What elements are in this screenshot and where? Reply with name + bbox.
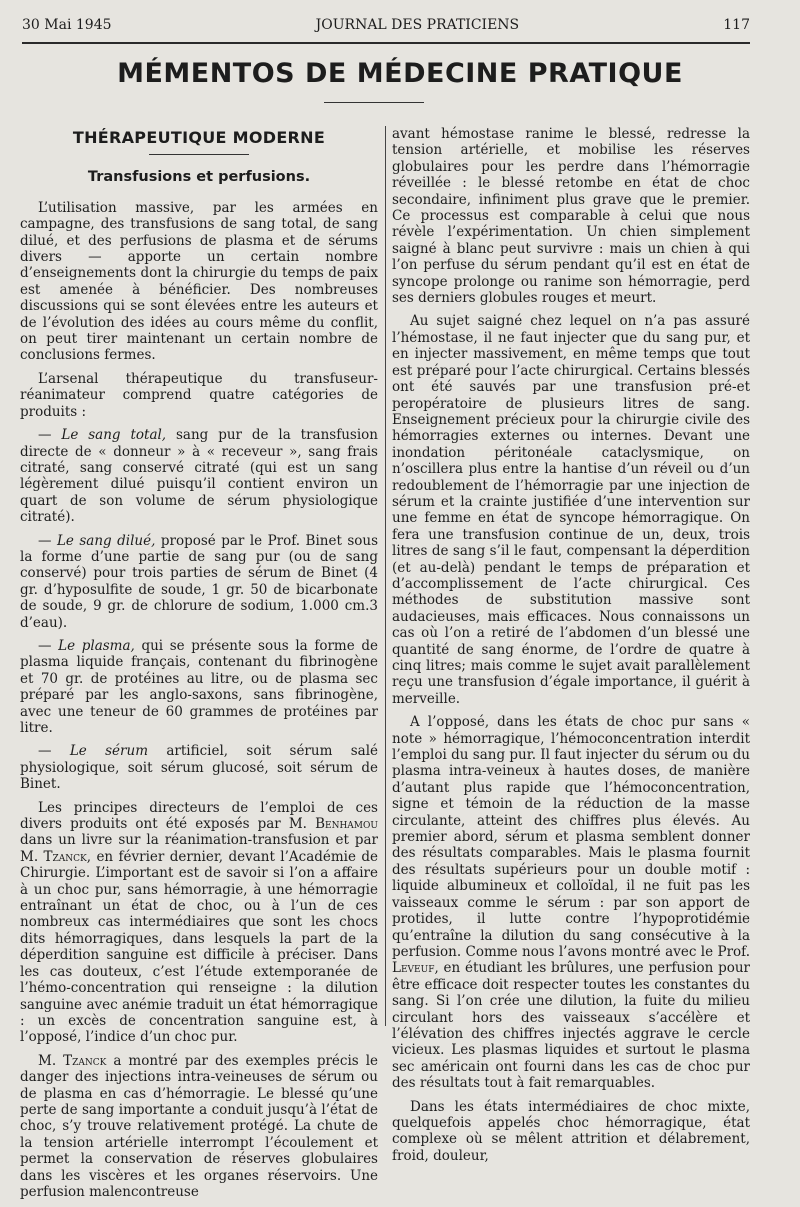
section-divider (149, 154, 249, 155)
term: Le sang dilué, (56, 532, 156, 549)
list-item-sang-dilue: — Le sang dilué, proposé par le Prof. Binet sous la forme d’une partie de sang pur (ou de sang conservé) pour trois parties de sérum de Binet (4 gr. d’hyposulfite de soude, 1 gr. 50 de bicarbonate de soude, 9 gr. de chlorure de sodium, 1.000 cm.3 d’eau). (20, 532, 379, 631)
paragraph: Dans les états intermédiaires de choc mixte, quelquefois appelés choc hémorragique, état complexe où se mêlent attrition et délabrement, froid, douleur, (392, 1098, 750, 1164)
page-number: 117 (723, 17, 750, 33)
author-name: Benhamou (315, 816, 378, 833)
running-header (22, 17, 750, 44)
section-title: THÉRAPEUTIQUE MODERNE (72, 128, 326, 147)
right-column (392, 126, 750, 1171)
paragraph: avant hémostase ranime le blessé, redresse la tension artérielle, et mobilise les réserves globulaires pour les perdre dans l’hémorragie réveillée : le blessé retombe en état de choc secondaire, infiniment plus grave que le premier. Ce processus est comparable à celui que nous révèle l’expérimentation. Un chien simplement saigné à blanc peut survivre : mais un chien à qui l’on perfuse du sérum pendant qu’il est en état de syncope prolonge ou ranime son hémorragie, perd ses derniers globules rouges et meurt. (392, 126, 750, 307)
term: Le plasma, (58, 637, 135, 654)
title-divider (324, 102, 424, 103)
paragraph (20, 800, 378, 1046)
paragraph (392, 714, 750, 1091)
text: , en février dernier, devant l’Académie de Chirurgie. L’important est de savoir si l’on a affaire à un choc pur, sans hémorragie, à une hémorragie entraînant un état de choc, ou à l’un de ces nombreux cas intermédiaires que sont les chocs dits hémorragiques, dans lesquels la part de la déperdition sanguine est difficile à préciser. Dans les cas douteux, c’est l’étude extemporanée de l’hémo-concentration qui renseigne : la dilution sanguine avec anémie traduit un état hémorragique : un excès de concentration sanguine est, à l’opposé, l’indice d’un choc pur. (20, 848, 379, 1046)
author-name: Leveuf (392, 960, 435, 977)
list-item-sang-total: — Le sang total, sang pur de la transfusion directe de « donneur » à « receveur », sang frais citraté, sang conservé citraté (qui est un sang légèrement dilué puisqu’il contient environ un quart de son volume de sérum physiologique citraté). (20, 427, 378, 526)
column-divider (385, 126, 386, 1026)
text: a montré par des exemples précis le danger des injections intra-veineuses de sérum ou de plasma en cas d’hémorragie. Le blessé qu’une perte de sang importante a conduit jusqu’à l’état de choc, s’y trouve relativement protégé. La chute de la tension artérielle interrompt l’écoulement et permet la conservation de réserves globulaires dans les viscères et les organes réservoirs. Une perfusion malencontreuse (20, 1052, 379, 1200)
text: , en étudiant les brûlures, une perfusion pour être efficace doit respecter toutes les constantes du sang. Si l’on crée une dilution, la fuite du milieu circulant hors des vaisseaux s’accélère et l’élévation des chiffres injectés aggrave le cercle vicieux. Les plasmas liquides et surtout le plasma sec américain ont fourni dans les cas de choc pur des résultats tout à fait remarquables. (392, 960, 750, 1092)
text: dans un livre sur la réanimation-transfusion et par M. (20, 832, 378, 865)
list-item-serum: — Le sérum artificiel, soit sérum salé physiologique, soit sérum glucosé, soit sérum de Binet. (20, 743, 378, 793)
paragraph: M. Tzanck a montré par des exemples précis le danger des injections intra-veineuses de sérum ou de plasma en cas d’hémorragie. Le blessé qu’une perte de sang importante a conduit jusqu’à l’état de choc, s’y trouve relativement protégé. La chute de la tension artérielle interrompt l’écoulement et permet la conservation de réserves globulaires dans les viscères et les organes réservoirs. Une perfusion malencontreuse (20, 1052, 379, 1200)
term: Le sang total, (61, 427, 167, 444)
paragraph: Au sujet saigné chez lequel on n’a pas assuré l’hémostase, il ne faut injecter que du sang pur, et en injecter massivement, en même temps que tout est préparé pour l’acte chirurgical. Certains blessés ont été sauvés par une transfusion pré-et peropératoire de plusieurs litres de sang. Enseignement précieux pour la chirurgie civile des hémorragies externes ou internes. Devant une inondation péritonéale cataclysmique, on n’oscillera plus entre la hantise d’un réveil ou d’un redoublement de l’hémorragie par une injection de sérum et la crainte justifiée d’une intervention sur une femme en état de syncope hémorragique. On fera une transfusion continue de un, deux, trois litres de sang s’il le faut, compensant la déperdition (et au-delà) pendant le temps de préparation et d’accomplissement de l’acte chirurgical. Ces méthodes de substitution massive sont audacieuses, mais efficaces. Nous connaissons un cas où l’on a retiré de l’abdomen d’un blessé une quantité de sang énorme, de l’ordre de quatre à cinq litres; mais comme le sujet avait parallèlement reçu une transfusion d’égale importance, il guérit à merveille. (392, 313, 750, 707)
term: Le sérum (69, 743, 148, 760)
item-text: proposé par le Prof. Binet sous la forme d’une partie de sang pur (ou de sang conservé) pour trois parties de sérum de Binet (4 gr. d’hyposulfite de soude, 1 gr. 50 de bicarbonate de soude, 9 gr. de chlorure de sodium, 1.000 cm.3 d’eau). (20, 532, 379, 631)
journal-name: JOURNAL DES PRATICIENS (315, 17, 520, 33)
paragraph: L’utilisation massive, par les armées en campagne, des transfusions de sang total, de sang dilué, et des perfusions de plasma et de sérums divers — apporte un certain nombre d’enseignements dont la chirurgie du temps de paix est amenée à bénéficier. Des nombreuses discussions qui se sont élevées entre les auteurs et de l’évolution des idées au cours même du conflit, on peut tirer maintenant un certain nombre de conclusions fermes. (20, 199, 378, 364)
item-text: sang pur de la transfusion directe de « donneur » à « receveur », sang frais citraté, sang conservé citraté (qui est un sang légèrement dilué puisqu’il contient environ un quart de son volume de sérum physiologique citraté). (20, 427, 378, 526)
item-text: artificiel, soit sérum salé physiologique, soit sérum glucosé, soit sérum de Binet. (20, 743, 378, 793)
issue-date: 30 Mai 1945 (22, 17, 112, 33)
text: Les principes directeurs de l’emploi de ces divers produits ont été exposés par M. (20, 799, 378, 833)
list-item-plasma: — Le plasma, qui se présente sous la forme de plasma liquide français, contenant du fibrinogène et 70 gr. de protéines au litre, ou de plasma sec préparé par les anglo-saxons, sans fibrinogène, avec une teneur de 60 grammes de protéines par litre. (20, 637, 378, 736)
author-name: Tzanck (63, 1052, 107, 1069)
left-column (20, 126, 378, 1207)
author-name: Tzanck (43, 848, 87, 865)
item-text: qui se présente sous la forme de plasma liquide français, contenant du fibrinogène et 70 gr. de protéines au litre, ou de plasma sec préparé par les anglo-saxons, sans fibrinogène, avec une teneur de 60 grammes de protéines par litre. (20, 637, 378, 736)
page-title: MÉMENTOS DE MÉDECINE PRATIQUE (117, 58, 683, 89)
paragraph: L’arsenal thérapeutique du transfuseur-réanimateur comprend quatre catégories de produits : (20, 370, 378, 420)
text: A l’opposé, dans les états de choc pur sans « note » hémorragique, l’hémoconcentration interdit l’emploi du sang pur. Il faut injecter du sérum ou du plasma intra-veineux à hautes doses, de manière d’autant plus rapide que l’hémoconcentration, signe et témoin de la réduction de la masse circulante, atteint des chiffres plus élevés. Au premier abord, sérum et plasma semblent donner des résultats comparables. Mais le plasma fournit des résultats supérieurs pour un double motif : liquide albumineux et colloïdal, il ne fuit pas les vaisseaux comme le sérum : par son apport de protides, il lutte contre l’hypoprotidémie qu’entraîne la dilution du sang consécutive à la perfusion. Comme nous l’avons montré avec le Prof. (392, 714, 750, 960)
subsection-title: Transfusions et perfusions. (87, 169, 311, 186)
